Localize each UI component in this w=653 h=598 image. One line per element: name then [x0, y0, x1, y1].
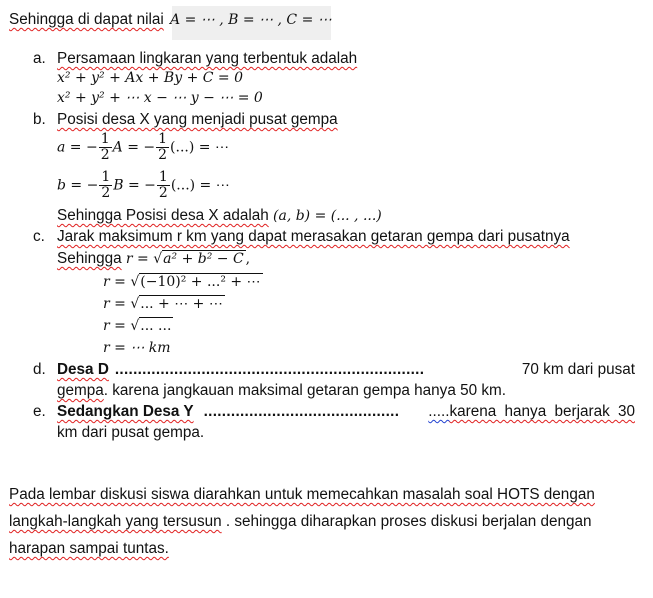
eq-b-rhs: (...) = ⋯ — [170, 177, 230, 194]
item-d-line1 — [57, 361, 635, 379]
desa-d-label: Desa D — [57, 361, 109, 378]
item-e-line2: km dari pusat gempa. — [57, 424, 205, 441]
sqrt-formula: √a² + b² − C — [153, 251, 244, 267]
dot-leader: ........................................... — [203, 403, 400, 420]
half-fraction: $\frac{1}{2}$ — [101, 169, 111, 201]
conclusion-text: Sehingga Posisi desa X adalah — [57, 207, 269, 224]
item-c-formula: Sehingga r = √a² + b² − C , — [57, 250, 251, 267]
item-b-eq-b — [57, 170, 230, 201]
item-c-step2: r = √... + ⋯ + ⋯ — [103, 296, 223, 312]
eq-b-var: B = − — [113, 177, 156, 194]
item-a-eq1: x² + y² + Ax + By + C = 0 — [57, 70, 244, 86]
half-fraction: $\frac{1}{2}$ — [158, 169, 168, 201]
item-c-step4: r = ⋯ km — [103, 340, 171, 356]
item-b-eq-a — [57, 132, 229, 163]
item-b-marker: b. — [33, 111, 46, 128]
half-fraction: $\frac{1}{2}$ — [158, 131, 168, 163]
item-c-marker: c. — [33, 228, 45, 245]
dot-leader-tail: ..... — [428, 403, 450, 420]
item-b-label: Posisi desa X yang menjadi pusat gempa — [57, 111, 338, 128]
conclusion-math: (a, b) = (... , ...) — [273, 208, 382, 224]
eq-a-rhs: (...) = ⋯ — [170, 139, 229, 156]
closing-line-3: harapan sampai tuntas. — [9, 540, 169, 557]
closing-line-1: Pada lembar diskusi siswa diarahkan untuk memecahkan masalah soal HOTS dengan — [9, 486, 595, 503]
intro-line — [9, 11, 332, 29]
item-b-conclusion — [57, 207, 382, 225]
sehingga-text: Sehingga — [57, 250, 122, 267]
eq-a-lhs: a = − — [57, 139, 98, 156]
dot-leader: .................................................................... — [114, 361, 425, 378]
item-e-line1 — [57, 403, 635, 421]
intro-text: Sehingga di dapat nilai — [9, 11, 164, 28]
closing-line-2: langkah-langkah yang tersusun . sehingga diharapkan proses diskusi berjalan dengan — [9, 513, 592, 530]
item-a-label: Persamaan lingkaran yang terbentuk adalah — [57, 50, 358, 67]
desa-y-label: Sedangkan Desa Y — [57, 403, 194, 420]
item-c-step3: r = √... ... — [103, 318, 172, 334]
desa-d-tail: 70 km dari pusat — [521, 361, 635, 378]
item-c-label: Jarak maksimum r km yang dapat merasakan getaran gempa dari pusatnya — [57, 228, 570, 245]
half-fraction: $\frac{1}{2}$ — [100, 131, 110, 163]
item-a-marker: a. — [33, 50, 46, 67]
desa-y-tail: karena hanya berjarak 30 — [449, 403, 635, 420]
eq-b-lhs: b = − — [57, 177, 99, 194]
item-c-step1: r = √(−10)² + ...² + ⋯ — [103, 274, 261, 290]
item-d-marker: d. — [33, 361, 46, 378]
eq-a-var: A = − — [112, 139, 156, 156]
item-a-eq2: x² + y² + ⋯ x − ⋯ y − ⋯ = 0 — [57, 90, 263, 106]
item-e-marker: e. — [33, 403, 46, 420]
item-d-line2: gempa. karena jangkauan maksimal getaran gempa hanya 50 km. — [57, 382, 506, 399]
intro-math: A = ⋯ , B = ⋯ , C = ⋯ — [170, 12, 332, 28]
